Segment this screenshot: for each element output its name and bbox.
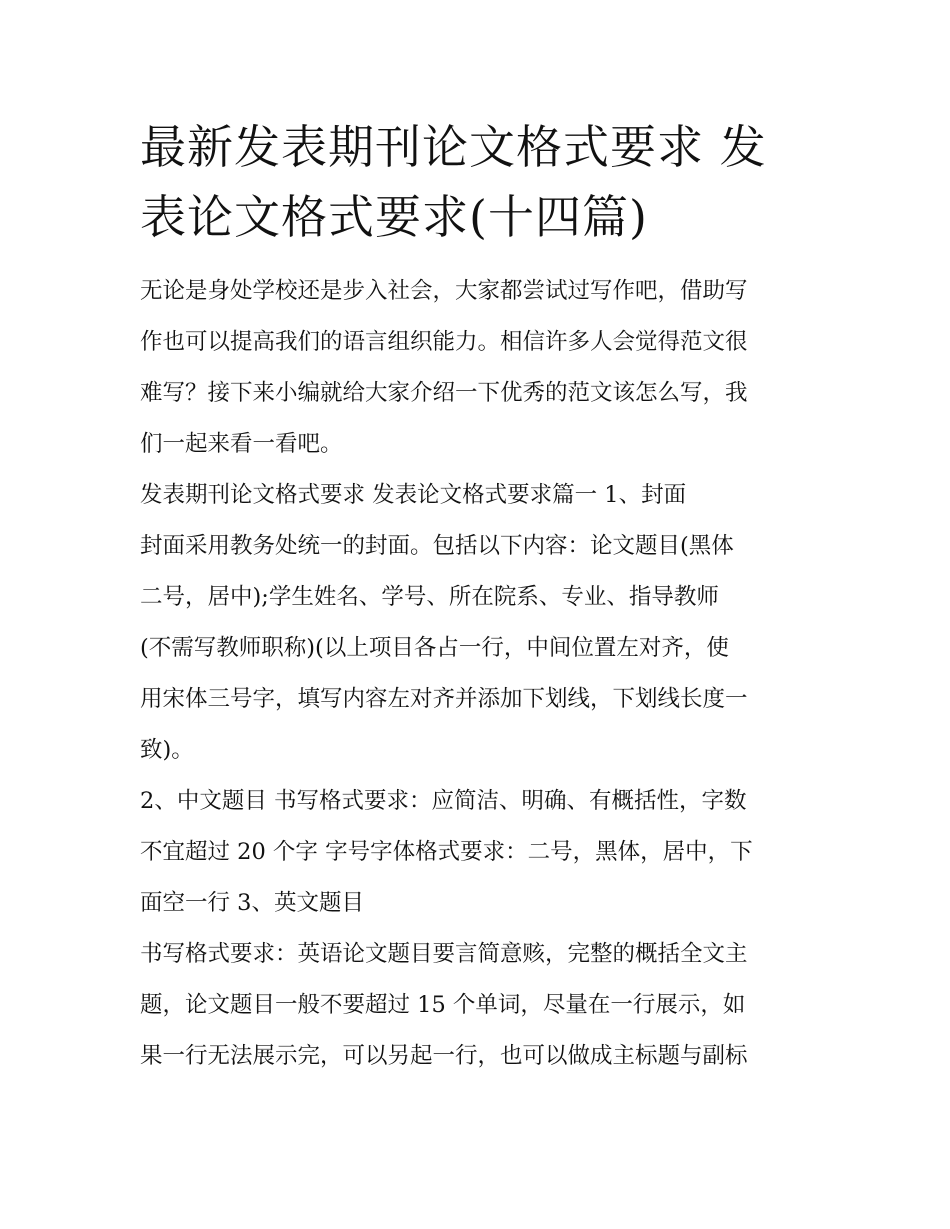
body-line: 二号，居中);学生姓名、学号、所在院系、专业、指导教师 [140, 584, 719, 610]
body-line: 2、中文题目 书写格式要求：应简洁、明确、有概括性，字数 [140, 788, 747, 814]
body-line: 题，论文题目一般不要超过 15 个单词，尽量在一行展示，如 [140, 992, 746, 1018]
body-line: 用宋体三号字，填写内容左对齐并添加下划线，下划线长度一 [140, 686, 748, 712]
body-line: 封面采用教务处统一的封面。包括以下内容：论文题目(黑体 [140, 533, 734, 559]
document-title [140, 112, 812, 252]
body-line: 果一行无法展示完，可以另起一行，也可以做成主标题与副标 [140, 1043, 748, 1069]
body-line: 致)。 [140, 737, 194, 763]
body-line: 面空一行 3、英文题目 [140, 890, 364, 916]
title-line: 表论文格式要求(十四篇) [140, 190, 648, 244]
body-line: 发表期刊论文格式要求 发表论文格式要求篇一 1、封面 [140, 482, 687, 508]
body-line: 书写格式要求：英语论文题目要言简意赅，完整的概括全文主 [140, 941, 748, 967]
document-body [140, 266, 812, 1082]
body-line: 不宜超过 20 个字 字号字体格式要求：二号，黑体，居中，下 [140, 839, 753, 865]
body-line: 无论是身处学校还是步入社会，大家都尝试过写作吧，借助写 [140, 278, 748, 304]
body-line: 难写？接下来小编就给大家介绍一下优秀的范文该怎么写，我 [140, 380, 748, 406]
body-line: (不需写教师职称)(以上项目各占一行，中间位置左对齐，使 [140, 635, 729, 661]
body-line: 作也可以提高我们的语言组织能力。相信许多人会觉得范文很 [140, 329, 748, 355]
title-line: 最新发表期刊论文格式要求 发 [140, 120, 767, 174]
body-line: 们一起来看一看吧。 [140, 431, 343, 457]
document-content [140, 112, 812, 1082]
